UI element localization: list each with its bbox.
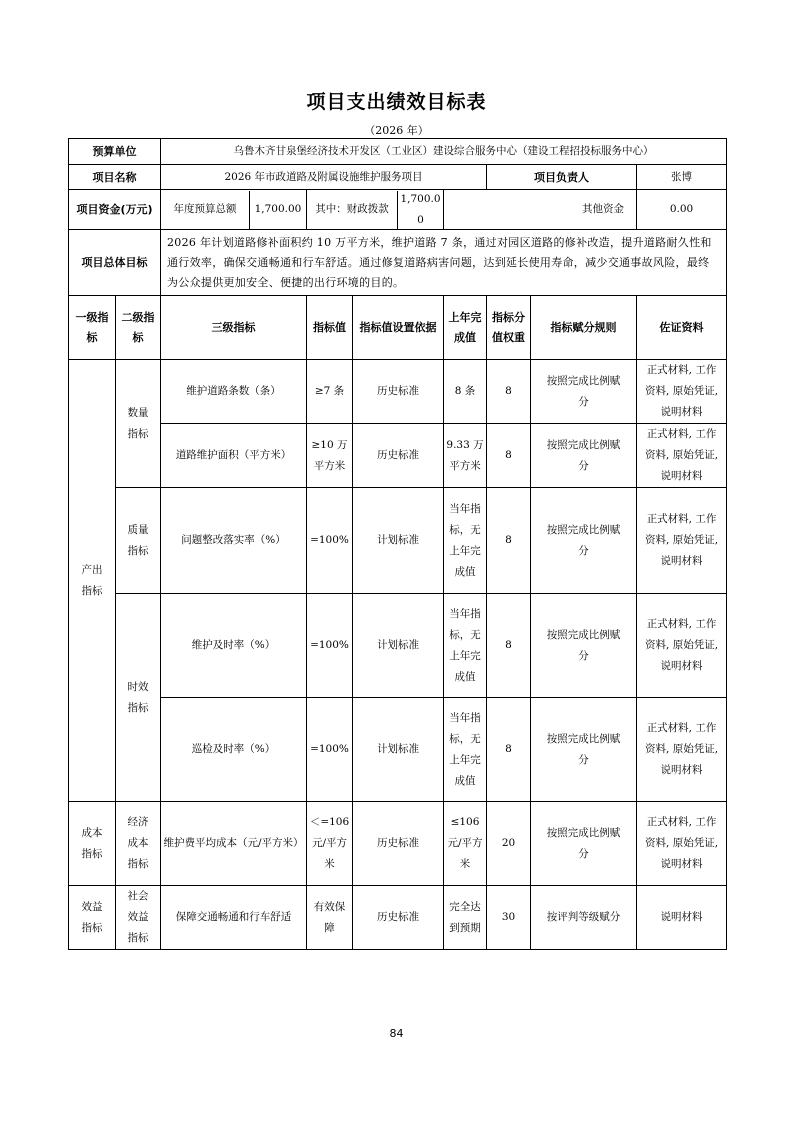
budget-unit-value: 乌鲁木齐甘泉堡经济技术开发区（工业区）建设综合服务中心（建设工程招投标服务中心）: [161, 139, 727, 165]
fiscal-label: 其中：财政拨款: [307, 191, 398, 229]
header-evidence: 佐证资料: [637, 296, 727, 360]
row-value: ≥7 条: [307, 360, 353, 424]
header-scoring: 指标赋分规则: [531, 296, 637, 360]
funds-label: 项目资金(万元): [69, 190, 161, 230]
funds-row: [69, 190, 727, 230]
row-basis: 历史标准: [353, 886, 444, 950]
project-lead-value: 张博: [637, 165, 727, 190]
year-label: （2026 年）: [364, 124, 429, 137]
group-output: 产出指标: [69, 360, 116, 802]
overall-goal-row: [69, 230, 727, 296]
row-weight: 8: [487, 488, 531, 594]
row-name: 问题整改落实率（%）: [161, 488, 307, 594]
header-basis: 指标值设置依据: [353, 296, 444, 360]
header-row: [69, 296, 727, 360]
row-last-year: 当年指标，无上年完成值: [444, 488, 487, 594]
row-weight: 8: [487, 698, 531, 802]
row-scoring: 按照完成比例赋分: [531, 424, 637, 488]
row-weight: 20: [487, 802, 531, 886]
budget-unit-label: 预算单位: [69, 139, 161, 165]
row-last-year: 当年指标，无上年完成值: [444, 698, 487, 802]
row-basis: 计划标准: [353, 698, 444, 802]
group-benefit: 效益指标: [69, 886, 116, 950]
row-value: =100%: [307, 594, 353, 698]
group-cost: 成本指标: [69, 802, 116, 886]
row-scoring: 按照完成比例赋分: [531, 802, 637, 886]
row-name: 巡检及时率（%）: [161, 698, 307, 802]
header-weight: 指标分值权重: [487, 296, 531, 360]
row-last-year: 当年指标，无上年完成值: [444, 594, 487, 698]
row-evidence: 正式材料, 工作资料, 原始凭证, 说明材料: [637, 360, 727, 424]
row-evidence: 正式材料, 工作资料, 原始凭证, 说明材料: [637, 594, 727, 698]
row-value: =100%: [307, 698, 353, 802]
table-row: [69, 698, 727, 802]
overall-goal-label: 项目总体目标: [69, 230, 161, 296]
group-timeliness: 时效指标: [116, 594, 161, 802]
row-scoring: 按照完成比例赋分: [531, 360, 637, 424]
row-name: 保障交通畅通和行车舒适: [161, 886, 307, 950]
row-last-year: 8 条: [444, 360, 487, 424]
row-name: 维护及时率（%）: [161, 594, 307, 698]
row-value: ＜=106 元/平方米: [307, 802, 353, 886]
row-evidence: 正式材料, 工作资料, 原始凭证, 说明材料: [637, 698, 727, 802]
project-lead-label: 项目负责人: [487, 165, 637, 190]
header-level1: 一级指标: [69, 296, 116, 360]
row-scoring: 按评判等级赋分: [531, 886, 637, 950]
row-name: 道路维护面积（平方米）: [161, 424, 307, 488]
performance-table: [68, 138, 727, 950]
row-value: 有效保障: [307, 886, 353, 950]
project-name-value: 2026 年市政道路及附属设施维护服务项目: [161, 165, 487, 190]
row-weight: 30: [487, 886, 531, 950]
project-name-label: 项目名称: [69, 165, 161, 190]
row-weight: 8: [487, 594, 531, 698]
fiscal-value: 1,700.00: [400, 192, 441, 226]
group-social-benefit: 社会效益指标: [116, 886, 161, 950]
fiscal-group: [307, 190, 444, 230]
group-quality: 质量指标: [116, 488, 161, 594]
page-number: 84: [389, 1027, 404, 1040]
row-value: =100%: [307, 488, 353, 594]
row-basis: 历史标准: [353, 424, 444, 488]
annual-budget-group: [161, 190, 307, 230]
table-row: [69, 594, 727, 698]
row-scoring: 按照完成比例赋分: [531, 594, 637, 698]
table-row: [69, 360, 727, 424]
row-scoring: 按照完成比例赋分: [531, 488, 637, 594]
table-row: [69, 802, 727, 886]
row-name: 维护费平均成本（元/平方米）: [161, 802, 307, 886]
header-level2: 二级指标: [116, 296, 161, 360]
row-weight: 8: [487, 360, 531, 424]
row-evidence: 正式材料, 工作资料, 原始凭证, 说明材料: [637, 424, 727, 488]
other-funds-value: 0.00: [637, 190, 727, 230]
header-value: 指标值: [307, 296, 353, 360]
table-row: [69, 488, 727, 594]
annual-budget-label: 年度预算总额: [161, 191, 250, 229]
row-basis: 历史标准: [353, 802, 444, 886]
row-basis: 计划标准: [353, 488, 444, 594]
header-last-year: 上年完成值: [444, 296, 487, 360]
row-scoring: 按照完成比例赋分: [531, 698, 637, 802]
header-level3: 三级指标: [161, 296, 307, 360]
group-econ-cost: 经济成本指标: [116, 802, 161, 886]
budget-unit-row: [69, 139, 727, 165]
row-evidence: 正式材料, 工作资料, 原始凭证, 说明材料: [637, 488, 727, 594]
row-last-year: 完全达到预期: [444, 886, 487, 950]
row-basis: 历史标准: [353, 360, 444, 424]
table-row: [69, 424, 727, 488]
project-name-row: [69, 165, 727, 190]
row-evidence: 正式材料, 工作资料, 原始凭证, 说明材料: [637, 802, 727, 886]
row-basis: 计划标准: [353, 594, 444, 698]
row-evidence: 说明材料: [637, 886, 727, 950]
group-quantity: 数量指标: [116, 360, 161, 488]
row-weight: 8: [487, 424, 531, 488]
row-name: 维护道路条数（条）: [161, 360, 307, 424]
row-last-year: ≤106 元/平方米: [444, 802, 487, 886]
other-funds-label: 其他资金: [444, 190, 637, 230]
row-value: ≥10 万平方米: [307, 424, 353, 488]
annual-budget-value: 1,700.00: [254, 203, 302, 215]
table-row: [69, 886, 727, 950]
overall-goal-text: 2026 年计划道路修补面积约 10 万平方米，维护道路 7 条，通过对园区道路的修补改造，提升道路耐久性和通行效率，确保交通畅通和行车舒适。通过修复道路病害问题，达到延长使用寿命，减少交通事故风险，最终为公众提供更加安全、便捷的出行环境的目的。: [161, 230, 727, 296]
row-last-year: 9.33 万平方米: [444, 424, 487, 488]
page-title: 项目支出绩效目标表: [306, 91, 487, 113]
